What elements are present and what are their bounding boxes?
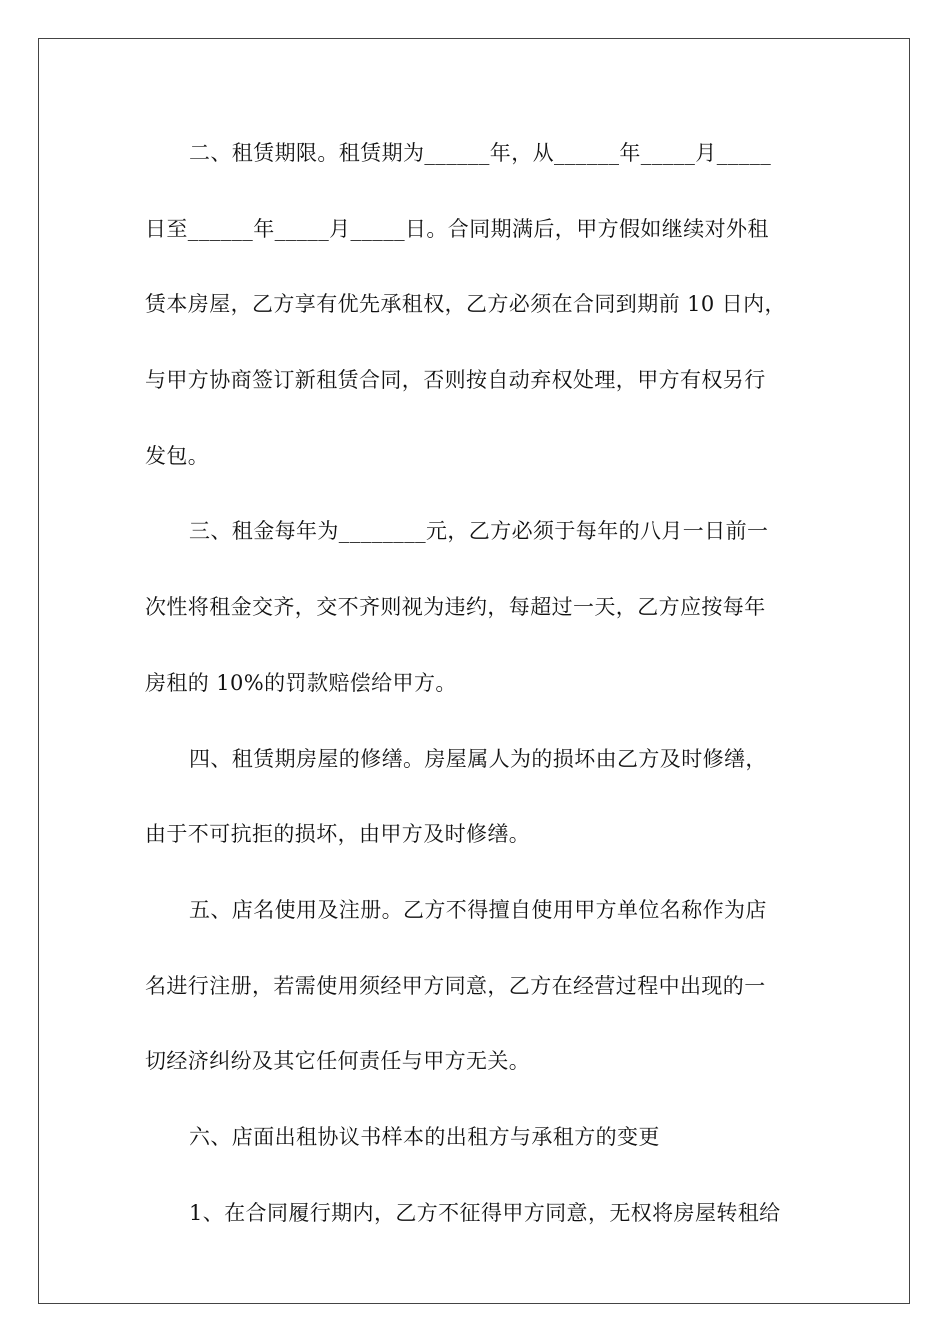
text-line: 发包。: [145, 443, 210, 468]
text-line: 赁本房屋，乙方享有优先承租权，乙方必须在合同到期前 10 日内，: [145, 292, 786, 317]
text-line: 二、租赁期限。租赁期为______年，从______年_____月_____: [189, 141, 772, 165]
text-line: 1、在合同履行期内，乙方不征得甲方同意，无权将房屋转租给: [189, 1200, 781, 1225]
text-line: 由于不可抗拒的损坏，由甲方及时修缮。: [145, 822, 531, 847]
text-line: 名进行注册，若需使用须经甲方同意，乙方在经营过程中出现的一: [145, 973, 766, 998]
text-line: 四、租赁期房屋的修缮。房屋属人为的损坏由乙方及时修缮，: [189, 746, 767, 771]
text-line: 六、店面出租协议书样本的出租方与承租方的变更: [189, 1124, 660, 1149]
text-line: 次性将租金交齐，交不齐则视为违约，每超过一天，乙方应按每年: [145, 595, 766, 620]
document-body: [145, 128, 807, 1263]
text-line: 三、租金每年为________元，乙方必须于每年的八月一日前一: [189, 519, 769, 544]
text-line: 五、店名使用及注册。乙方不得擅自使用甲方单位名称作为店: [189, 897, 767, 922]
text-line: 与甲方协商签订新租赁合同，否则按自动弃权处理，甲方有权另行: [145, 368, 766, 393]
text-line: 日至______年_____月_____日。合同期满后，甲方假如继续对外租: [145, 216, 769, 241]
text-line: 切经济纠纷及其它任何责任与甲方无关。: [145, 1049, 531, 1074]
text-line: 房租的 10%的罚款赔偿给甲方。: [145, 670, 457, 695]
